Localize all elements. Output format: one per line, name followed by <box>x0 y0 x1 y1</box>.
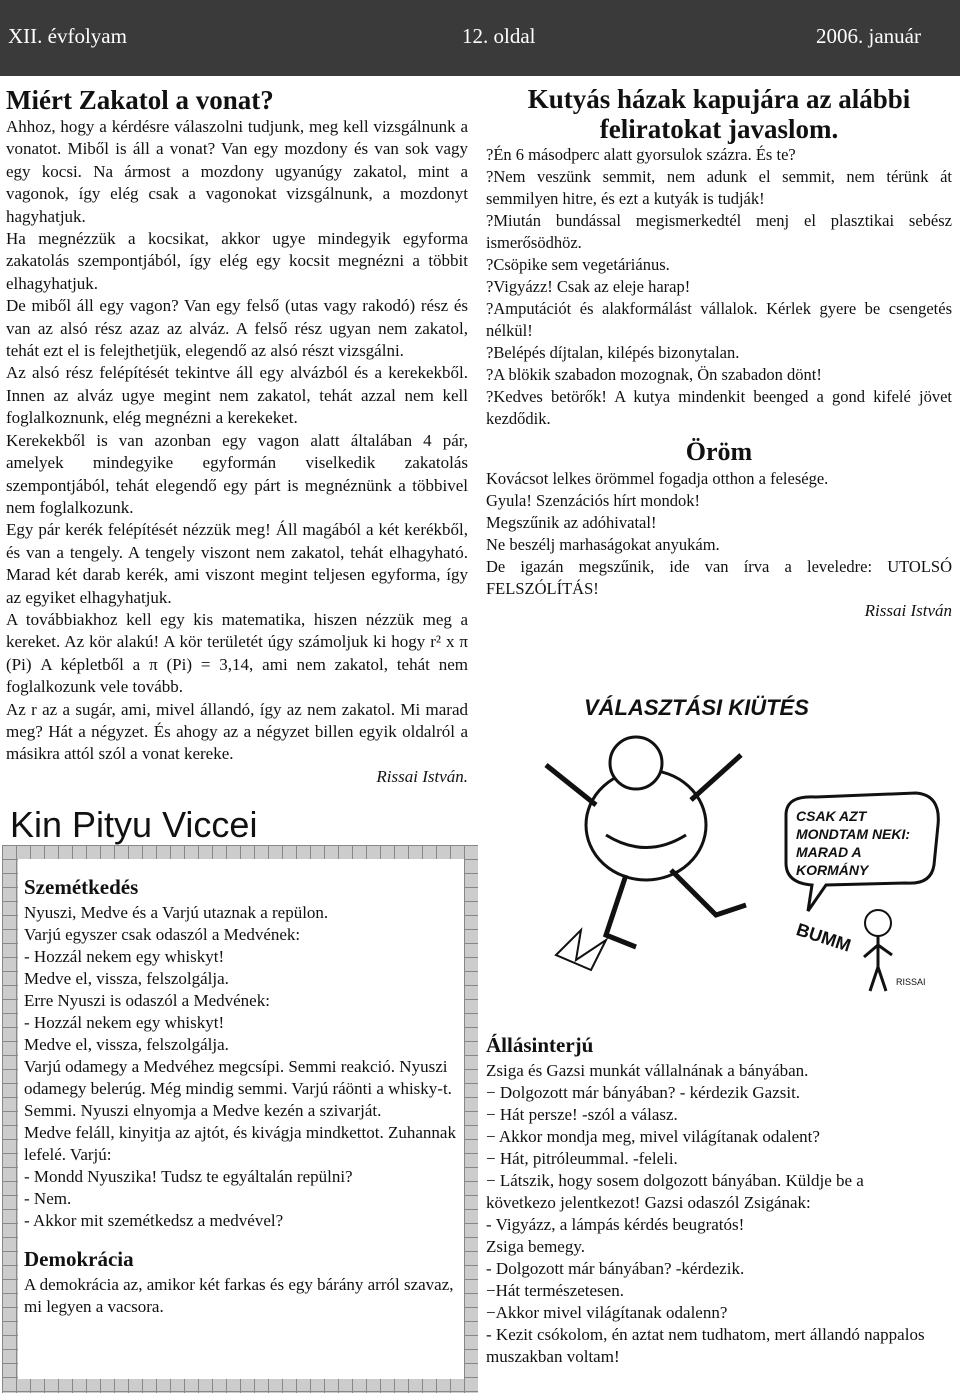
dog-sign-line: ?Miután bundással megismerkedtél menj el plasztikai sebész ismerősödhöz. <box>486 211 952 252</box>
article-paragraph: Egy pár kerék felépítését nézzük meg! Áll magából a két kerékből, és van a tengely. A tengely viszont nem zakatol, tehát elhagyható. Marad két darab kerék, ami viszont megint teljesen egyforma, így az egyiket elhagyhatjuk. <box>6 520 468 607</box>
joke-line: Medve feláll, kinyitja az ajtót, és kivágja mindkettot. Zuhannak lefelé. Varjú: <box>24 1123 456 1164</box>
cartoon <box>486 685 956 1010</box>
joke-line: Nyuszi, Medve és a Varjú utaznak a repülon. <box>24 903 329 922</box>
dog-sign-line: ?A blökik szabadon mozognak, Ön szabadon dönt! <box>486 365 822 384</box>
dog-sign-line: ?Amputációt és alakformálást vállalok. Kérlek gyere be csengetés nélkül! <box>486 299 952 340</box>
dog-signs-article <box>486 84 952 622</box>
interview-line: Zsiga bemegy. <box>486 1237 585 1256</box>
joke-line: Erre Nyuszi is odaszól a Medvének: <box>24 991 270 1010</box>
article-signature: Rissai István. <box>376 766 468 786</box>
volume-label: XII. évfolyam <box>8 24 127 48</box>
cartoon-title: VÁLASZTÁSI KIÜTÉS <box>584 695 809 720</box>
dog-sign-line: ?Csöpike sem vegetáriánus. <box>486 255 670 274</box>
interview-line: − Látszik, hogy sosem dolgozott bányában. Küldje be a következo jelentkezot! Gazsi odaszól Zsigának: <box>486 1171 864 1212</box>
interview-line: - Dolgozott már bányában? -kérdezik. <box>486 1259 745 1278</box>
joy-signature: Rissai István <box>864 601 952 620</box>
dog-sign-line: ?Vigyázz! Csak az eleje harap! <box>486 277 691 296</box>
joke-line: - Nem. <box>24 1189 72 1208</box>
joke-line: Varjú egyszer csak odaszól a Medvének: <box>24 925 301 944</box>
joke-line: - Hozzál nekem egy whiskyt! <box>24 947 225 966</box>
joy-line: De igazán megszűnik, ide van írva a leveledre: UTOLSÓ FELSZÓLÍTÁS! <box>486 557 952 598</box>
joke-title: Demokrácia <box>24 1247 134 1271</box>
interview-line: − Akkor mondja meg, mivel világítanak odalent? <box>486 1127 820 1146</box>
dog-sign-line: ?Kedves betörők! A kutya mindenkit beenged a gond kifelé jövet kezdődik. <box>486 387 952 428</box>
bubble-text-box <box>796 807 931 883</box>
page-header <box>0 0 960 76</box>
cartoon-drawing <box>486 685 956 1010</box>
dog-sign-line: ?Belépés díjtalan, kilépés bizonytalan. <box>486 343 740 362</box>
interview-line: − Hát persze! -szól a válasz. <box>486 1105 678 1124</box>
train-article-title: Miért Zakatol a vonat? <box>6 85 274 115</box>
joke-line: Varjú odamegy a Medvéhez megcsípi. Semmi reakció. Nyuszi odamegy belerúg. Még mindig semmi. Varjú ráönti a whisky-t. Semmi. Nyuszi elnyomja a Medve kezén a szivarját. <box>24 1057 452 1120</box>
interview-line: − Dolgozott már bányában? - kérdezik Gazsit. <box>486 1083 801 1102</box>
joke-line: - Mondd Nyuszika! Tudsz te egyáltalán repülni? <box>24 1167 353 1186</box>
joke-line: Medve el, vissza, felszolgálja. <box>24 969 229 988</box>
article-paragraph: Az r az a sugár, ami, mivel állandó, így az nem zakatol. Mi marad meg? Hát a négyzet. És ahogy az a négyzet billen egyik oldalról a másikra attól szól a vonat kereke. <box>6 699 468 764</box>
interview-line: - Vigyázz, a lámpás kérdés beugratós! <box>486 1215 745 1234</box>
article-paragraph: Ha megnézzük a kocsikat, akkor ugye mindegyik egyforma zakatolás szempontjából, így elég egy kocsit megnézni a többit elhagyhatjuk. <box>6 229 468 293</box>
dog-sign-line: ?Én 6 másodperc alatt gyorsulok százra. És te? <box>486 145 796 164</box>
dog-sign-line: ?Nem veszünk semmit, nem adunk el semmit, nem térünk át semmilyen hitre, és ezt a kutyák is tudják! <box>486 167 952 208</box>
joy-line: Gyula! Szenzációs hírt mondok! <box>486 491 700 510</box>
article-paragraph: Ahhoz, hogy a kérdésre válaszolni tudjunk, meg kell vizsgálnunk a vonatot. Miből is áll a vonat? Van egy mozdony és van sok vagy egy kocsi. Na ármost a mozdony ugyanúgy zakatol, mint a vagonok, így elég csak a vagonokat vizsgálnunk, a mozdonyt hagyhatjuk. <box>6 117 468 226</box>
joke-line: Medve el, vissza, felszolgálja. <box>24 1035 229 1054</box>
page-number: 12. oldal <box>462 24 536 48</box>
interview-line: −Hát természetesen. <box>486 1281 624 1300</box>
small-figure-body <box>864 936 892 991</box>
sound-effect: BUMM <box>793 919 854 956</box>
article-paragraph: De miből áll egy vagon? Van egy felső (utas vagy rakodó) rész és van az alsó rész azaz az alváz. A felső rész ugyan nem zakatol, tehát ezt el is felejthetjük, elegendő az alsó részt vizsgálni. <box>6 296 468 361</box>
article-paragraph: Az alsó rész felépítését tekintve áll egy alvázból és a kerekekből. Innen az alváz ugye megint nem zakatol, tehát azzal nem kell foglalkoznunk, elég megnézni a kerekeket. <box>6 363 468 428</box>
issue-date: 2006. január <box>816 24 921 48</box>
joke-line: - Hozzál nekem egy whiskyt! <box>24 1013 225 1032</box>
joke-line: - Akkor mit szemétkedsz a medvével? <box>24 1211 284 1230</box>
interview-line: - Kezit csókolom, én aztat nem tudhatom, mert állandó nappalos muszakban voltam! <box>486 1325 925 1366</box>
dog-signs-title: Kutyás házak kapujára az alábbi feliratokat javaslom. <box>527 84 911 144</box>
joy-line: Ne beszélj marhaságokat anyukám. <box>486 535 720 554</box>
joy-title: Öröm <box>685 437 753 466</box>
splash-mark <box>556 930 606 970</box>
jokes-section-title: Kin Pityu Viccei <box>10 804 258 845</box>
interview-line: Zsiga és Gazsi munkát vállalnának a bányában. <box>486 1061 809 1080</box>
joy-line: Kovácsot lelkes örömmel fogadja otthon a felesége. <box>486 469 829 488</box>
interview-title: Állásinterjú <box>486 1033 594 1057</box>
joke-title: Szemétkedés <box>24 875 139 899</box>
joke-line: A demokrácia az, amikor két farkas és egy bárány arról szavaz, mi legyen a vacsora. <box>24 1275 454 1316</box>
jokes-box <box>24 872 468 1318</box>
bubble-text: CSAK AZT MONDTAM NEKI: MARAD A KORMÁNY <box>796 808 911 878</box>
small-figure-head <box>865 910 891 936</box>
interview-article <box>486 1030 936 1368</box>
interview-line: − Hát, pitróleummal. -feleli. <box>486 1149 678 1168</box>
interview-line: −Akkor mivel világítanak odalenn? <box>486 1303 728 1322</box>
article-paragraph: Kerekekből is van azonban egy vagon alatt általában 4 pár, amelyek mindegyike egyformán viselkedik zakatolás szempontjából, tehát elegendő egy párt is megnéznünk a többivel nem foglalkozunk. <box>6 430 468 517</box>
article-paragraph: A továbbiakhoz kell egy kis matematika, hiszen nézzük meg a kereket. Az kör alakú! A kör területét úgy számoljuk ki hogy r² x π (Pi) A képletből a π (Pi) = 3,14, ami nem zakatol, tehát nem foglalkozunk vele tovább. <box>6 609 468 697</box>
cartoon-signature: RISSAI <box>896 977 926 987</box>
joy-line: Megszűnik az adóhivatal! <box>486 513 657 532</box>
figure-head <box>610 737 662 789</box>
train-article <box>6 84 468 788</box>
